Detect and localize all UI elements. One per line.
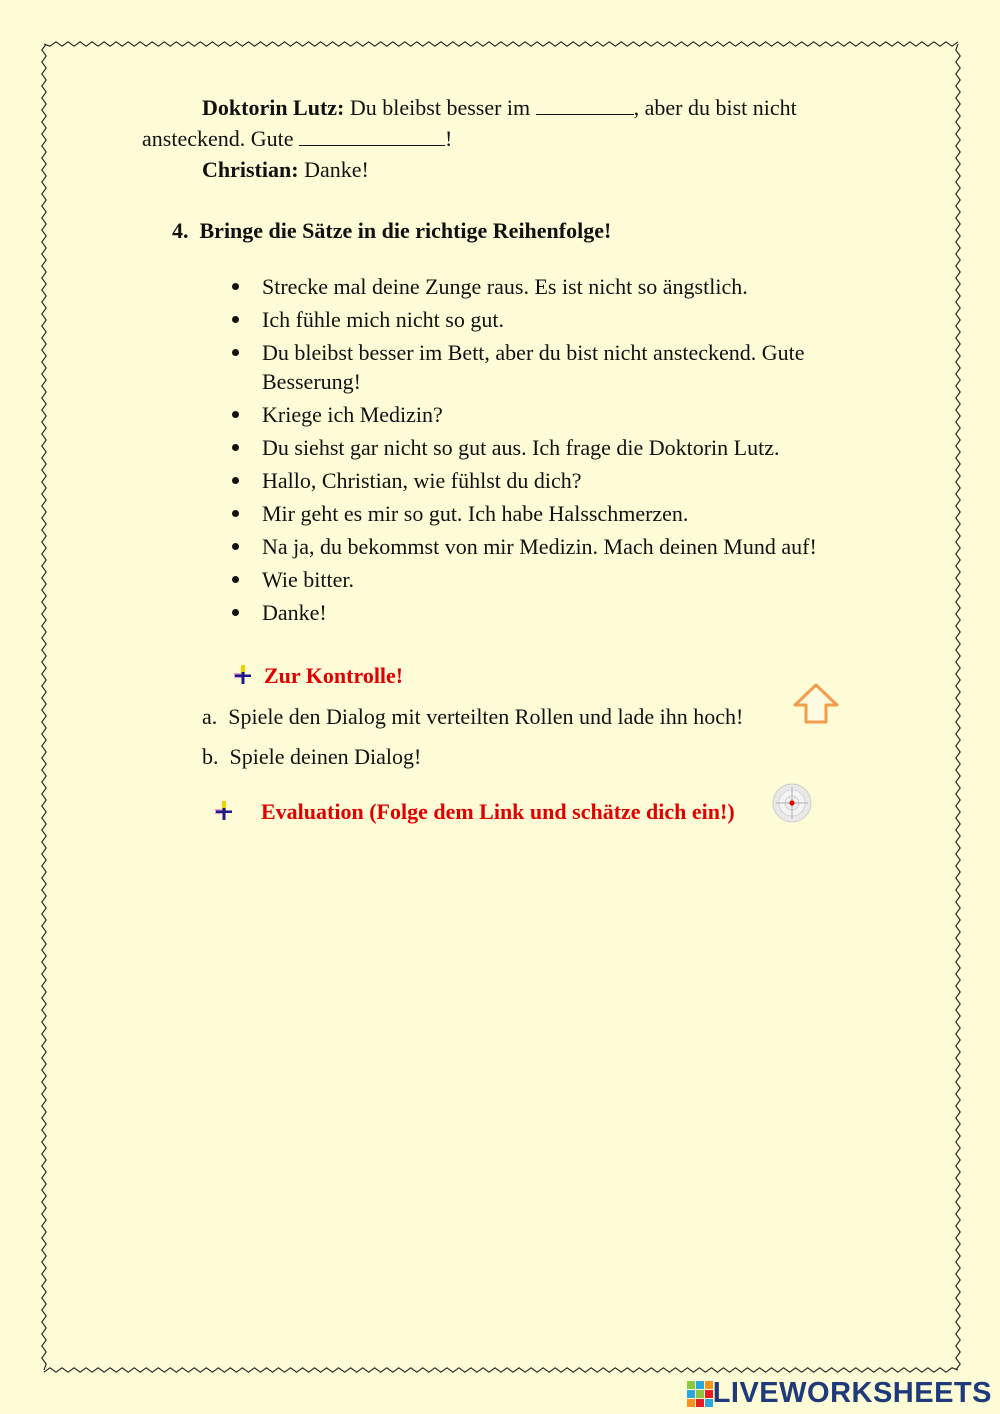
bullet-icon	[232, 510, 239, 517]
bullet-icon	[232, 444, 239, 451]
kontrolle-item-b	[202, 742, 421, 772]
list-item[interactable]: Kriege ich Medizin?	[232, 400, 872, 429]
logo-text: LIVEWORKSHEETS	[712, 1377, 992, 1409]
bullet-icon	[232, 543, 239, 550]
upload-arrow-icon[interactable]	[792, 683, 840, 725]
bullet-icon	[232, 316, 239, 323]
list-item[interactable]: Du bleibst besser im Bett, aber du bist nicht ansteckend. Gute Besserung!	[232, 338, 872, 396]
speaker-lutz: Doktorin Lutz:	[202, 95, 345, 120]
kontrolle-title: Zur Kontrolle!	[264, 663, 404, 688]
bullet-icon	[232, 609, 239, 616]
list-item[interactable]: Wie bitter.	[232, 565, 872, 594]
blank-bett[interactable]	[536, 94, 634, 115]
list-item[interactable]: Du siehst gar nicht so gut aus. Ich frage die Doktorin Lutz.	[232, 433, 872, 462]
evaluation-link[interactable]: Evaluation (Folge dem Link und schätze dich ein!)	[261, 799, 735, 824]
item-a-text: Spiele den Dialog mit verteilten Rollen und lade ihn hoch!	[228, 704, 744, 729]
bullet-icon	[232, 411, 239, 418]
list-item[interactable]: Danke!	[232, 598, 872, 627]
lutz-text-a: Du bleibst besser im	[349, 95, 531, 120]
bullet-icon	[232, 283, 239, 290]
target-icon[interactable]	[772, 783, 812, 823]
list-item[interactable]: Mir geht es mir so gut. Ich habe Halsschmerzen.	[232, 499, 872, 528]
list-item[interactable]: Ich fühle mich nicht so gut.	[232, 305, 872, 334]
list-item[interactable]: Hallo, Christian, wie fühlst du dich?	[232, 466, 872, 495]
lutz-text-d: !	[445, 126, 453, 151]
item-a-label: a.	[202, 704, 218, 729]
liveworksheets-logo	[687, 1377, 992, 1410]
blank-besserung[interactable]	[299, 125, 445, 146]
task4-title: Bringe die Sätze in die richtige Reihenfolge!	[199, 218, 612, 243]
bullet-icon	[232, 477, 239, 484]
logo-mark-icon	[687, 1381, 713, 1407]
bullet-icon	[232, 349, 239, 356]
lutz-line	[202, 93, 797, 123]
bullet-icon	[232, 576, 239, 583]
item-b-text: Spiele deinen Dialog!	[229, 744, 422, 769]
sentence-list	[232, 272, 872, 631]
list-item[interactable]: Na ja, du bekommst von mir Medizin. Mach deinen Mund auf!	[232, 532, 872, 561]
speaker-christian: Christian:	[202, 157, 299, 182]
christian-text: Danke!	[304, 157, 369, 182]
task4-heading	[172, 216, 611, 246]
item-b-label: b.	[202, 744, 219, 769]
lutz-line-2	[142, 124, 452, 154]
cross-marker-icon	[213, 800, 235, 822]
cross-marker-icon	[232, 664, 254, 686]
christian-line	[202, 155, 369, 185]
kontrolle-item-a	[202, 702, 743, 732]
lutz-text-b: , aber du bist nicht	[633, 95, 797, 120]
task4-number: 4.	[172, 218, 189, 243]
list-item[interactable]: Strecke mal deine Zunge raus. Es ist nicht so ängstlich.	[232, 272, 872, 301]
lutz-text-c: ansteckend. Gute	[142, 126, 294, 151]
